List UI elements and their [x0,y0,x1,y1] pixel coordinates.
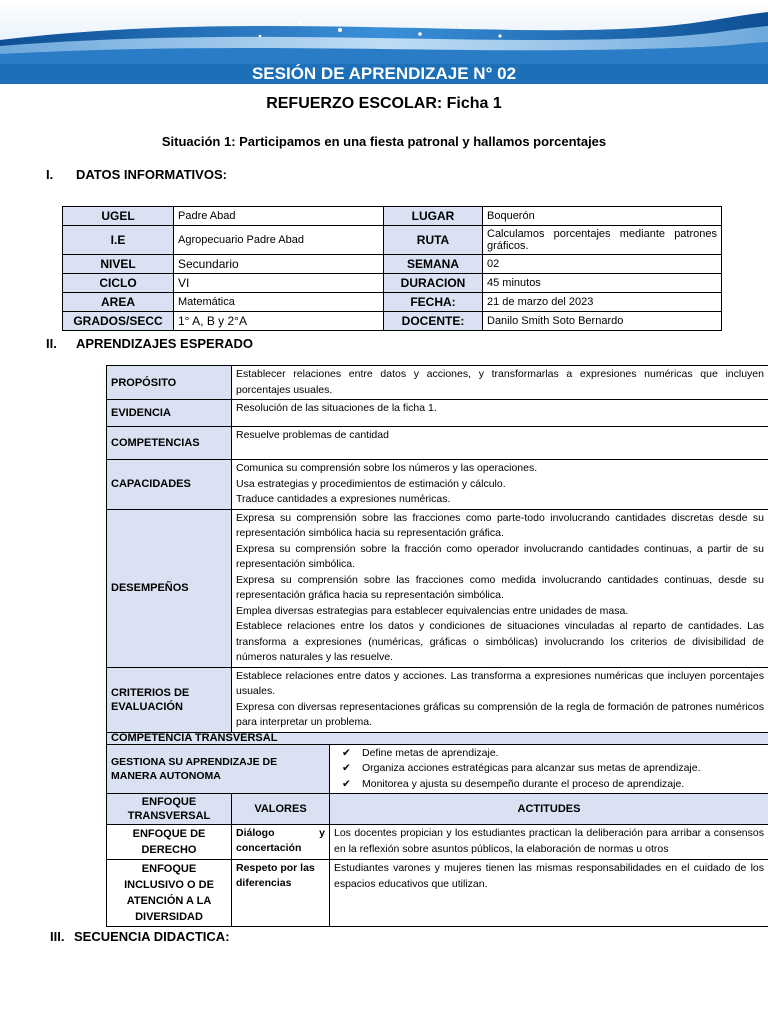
enfoque-actitud: Los docentes propician y los estudiantes practican la deliberación para arribar a consensos en la reflexión sobre asuntos públicos, la elaboración de normas u otros [330,825,768,860]
table-row [63,255,722,274]
actitudes-header: ACTITUDES [330,794,768,825]
ie-label: I.E [63,226,174,255]
area-label: AREA [63,293,174,312]
criterios-label: CRITERIOS DE EVALUACIÓN [107,667,232,732]
list-item: Emplea diversas estrategias para establecer equivalencias entre unidades de masa. [236,604,629,617]
table-row [63,312,722,331]
list-item [334,777,764,793]
list-item [334,761,764,777]
section-secuencia-heading [50,929,230,944]
section-number: II. [46,336,57,351]
ciclo-value: VI [174,274,384,293]
list-item: Expresa su comprensión sobre la fracción como operador involucrando cantidades continuas, a partir de su representación simbólica. [236,542,764,570]
table-row [107,509,768,667]
table-row [107,732,768,744]
desempenos-label: DESEMPEÑOS [107,509,232,667]
semana-value: 02 [483,255,722,274]
list-item: Expresa con diversas representaciones gráficas su comprensión de la regla de formación de patrones numéricos para interpretar un problema. [236,700,764,728]
proposito-value: Establecer relaciones entre datos y acciones, y transformarlas a expresiones numéricas que incluyen porcentajes usuales. [232,366,768,400]
section-number: I. [46,167,54,182]
section-aprendizajes-heading [46,336,253,351]
proposito-label: PROPÓSITO [107,366,232,400]
capacidades-label: CAPACIDADES [107,460,232,510]
table-row [63,293,722,312]
docente-value: Danilo Smith Soto Bernardo [483,312,722,331]
table-row [107,794,768,825]
grados-label: GRADOS/SECC [63,312,174,331]
ugel-value: Padre Abad [174,207,384,226]
check-icon: ✔ [342,777,351,790]
list-item-text: Define metas de aprendizaje. [362,746,499,759]
datos-informativos-table [62,206,722,331]
gestiona-value [330,744,768,794]
table-row [107,427,768,460]
lugar-value: Boquerón [483,207,722,226]
table-row [107,667,768,732]
section-datos-heading [46,167,227,182]
enfoque-valor: Respeto por las diferencias [232,860,330,927]
duracion-value: 45 minutos [483,274,722,293]
list-item: Traduce cantidades a expresiones numéricas. [236,493,451,505]
check-icon: ✔ [342,746,351,759]
aprendizajes-table [106,365,768,927]
table-row [107,460,768,510]
list-item: Expresa su comprensión sobre las fracciones como medida involucrando cantidades continuas, desde su representación gráfica hacia su representación simbólica. [236,573,764,601]
capacidades-value [232,460,768,510]
ie-value: Agropecuario Padre Abad [174,226,384,255]
list-item-text: Organiza acciones estratégicas para alcanzar sus metas de aprendizaje. [362,762,701,774]
session-title: SESIÓN DE APRENDIZAJE N° 02 [0,64,768,84]
area-value: Matemática [174,293,384,312]
evidencia-value: Resolución de las situaciones de la ficha 1. [232,400,768,427]
section-title: DATOS INFORMATIVOS: [76,167,227,182]
valores-header: VALORES [232,794,330,825]
table-row [107,400,768,427]
session-subtitle: REFUERZO ESCOLAR: Ficha 1 [266,95,502,112]
section-title: SECUENCIA DIDACTICA: [74,929,230,944]
header-banner [0,0,768,64]
competencia-transversal-label: COMPETENCIA TRANSVERSAL [107,732,768,744]
list-item: Expresa su comprensión sobre las fracciones como parte-todo involucrando cantidades discretas desde su representación simbólica hacia su representación gráfica. [236,511,764,539]
section-title: APRENDIZAJES ESPERADO [76,336,253,351]
list-item: Establece relaciones entre datos y acciones. Las transforma a expresiones numéricas que incluyen porcentajes usuales. [236,669,764,697]
list-item: Establece relaciones entre los datos y condiciones de situaciones vinculadas al reparto de cantidades. Las transforma a expresiones (numéricas, gráficas o simbólicas) involucrando los criterios de divisibilidad de números naturales y las resuelve. [236,620,764,663]
table-row [63,274,722,293]
table-row [107,860,768,927]
ruta-value: Calculamos porcentajes mediante patrones gráficos. [483,226,722,255]
docente-label: DOCENTE: [384,312,483,331]
table-row [107,366,768,400]
check-icon: ✔ [342,762,351,774]
grados-value: 1° A, B y 2°A [174,312,384,331]
evidencia-label: EVIDENCIA [107,400,232,427]
table-row [63,226,722,255]
competencias-label: COMPETENCIAS [107,427,232,460]
list-item: Comunica su comprensión sobre los números y las operaciones. [236,462,538,474]
fecha-label: FECHA: [384,293,483,312]
list-item [334,746,764,762]
semana-label: SEMANA [384,255,483,274]
enfoque-header: ENFOQUE TRANSVERSAL [107,794,232,825]
gestiona-label: GESTIONA SU APRENDIZAJE DE MANERA AUTONOMA [107,744,330,794]
lugar-label: LUGAR [384,207,483,226]
ruta-label: RUTA [384,226,483,255]
enfoque-actitud: Estudiantes varones y mujeres tienen las mismas responsabilidades en el cuidado de los espacios educativos que utilizan. [330,860,768,927]
nivel-label: NIVEL [63,255,174,274]
table-row [63,207,722,226]
table-row [107,744,768,794]
table-row [107,825,768,860]
list-item: Usa estrategias y procedimientos de estimación y cálculo. [236,477,506,490]
situation-title: Situación 1: Participamos en una fiesta patronal y hallamos porcentajes [161,134,607,149]
ugel-label: UGEL [63,207,174,226]
fecha-value: 21 de marzo del 2023 [483,293,722,312]
desempenos-value [232,509,768,667]
duracion-label: DURACION [384,274,483,293]
gestiona-list [334,746,764,793]
competencias-value: Resuelve problemas de cantidad [232,427,768,460]
ciclo-label: CICLO [63,274,174,293]
enfoque-valor: Diálogo y concertación [232,825,330,860]
criterios-value [232,667,768,732]
nivel-value: Secundario [174,255,384,274]
enfoque-name: ENFOQUE INCLUSIVO O DE ATENCIÓN A LA DIVERSIDAD [107,860,232,927]
list-item-text: Monitorea y ajusta su desempeño durante el proceso de aprendizaje. [362,777,685,790]
banner-graphic [0,0,768,64]
enfoque-name: ENFOQUE DE DERECHO [107,825,232,860]
section-number: III. [50,929,65,944]
